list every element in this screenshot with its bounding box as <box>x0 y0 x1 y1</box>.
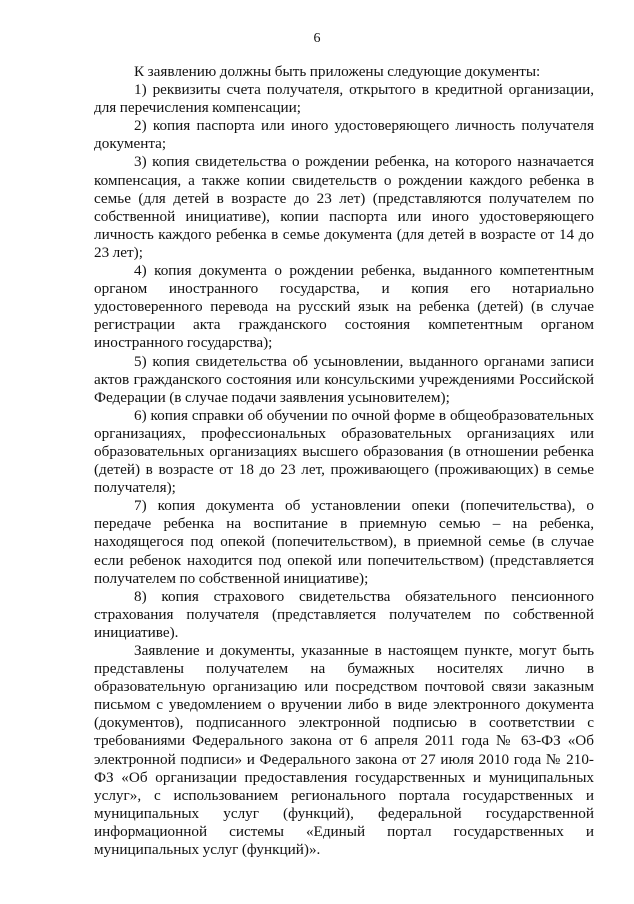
document-body <box>94 63 594 859</box>
documents-intro-paragraph: К заявлению должны быть приложены следующие документы: <box>134 63 541 80</box>
list-item-guardianship-document: 7) копия документа об установлении опеки (попечительства), о передаче ребенка на воспитание в приемную семью – на ребенка, находящегося под опекой (попечительством), в приемной семье (в случае если ребенок находится под опекой или попечительством) (представляется получателем по собственной инициативе); <box>94 497 594 587</box>
list-item-pension-insurance-certificate: 8) копия страхового свидетельства обязательного пенсионного страхования получателя (представляется получателем по собственной инициативе). <box>94 587 594 641</box>
page-number: 6 <box>313 31 321 46</box>
list-item-study-certificate: 6) копия справки об обучении по очной форме в общеобразовательных организациях, профессиональных образовательных организациях или образовательных организациях высшего образования (в отношении ребенка (детей) в возрасте от 18 до 23 лет, проживающего (проживающих) в семье получателя); <box>94 406 594 497</box>
list-item-birth-certificate-copy: 3) копия свидетельства о рождении ребенка, на которого назначается компенсация, а также копии свидетельств о рождении каждого ребенка в семье (для детей в возрасте до 23 лет) (представляются получателем по собственной инициативе), копии паспорта или иного удостоверяющего личность каждого ребенка в семье документа (для детей в возрасте от 14 до 23 лет); <box>94 153 594 261</box>
list-item-passport-copy: 2) копия паспорта или иного удостоверяющего личность получателя документа; <box>94 117 594 153</box>
submission-methods-paragraph: Заявление и документы, указанные в настоящем пункте, могут быть представлены получателем на бумажных носителях лично в образовательную организацию или посредством почтовой связи заказным письмом с уведомлением о вручении либо в виде электронного документа (документов), подписанного электронной подписью в соответствии с требованиями Федерального закона от 6 апреля 2011 года № 63-ФЗ «Об электронной подписи» и Федерального закона от 27 июля 2010 года № 210-ФЗ «Об организации предоставления государственных и муниципальных услуг», с использованием регионального портала государственных и муниципальных услуг (функций), федеральной государственной информационной системы «Единый портал государственных и муниципальных услуг (функций)». <box>94 642 594 859</box>
list-item-bank-details: 1) реквизиты счета получателя, открытого в кредитной организации, для перечисления компенсации; <box>94 81 594 117</box>
list-item-foreign-birth-document: 4) копия документа о рождении ребенка, выданного компетентным органом иностранного государства, и копия его нотариально удостоверенного перевода на русский язык на ребенка (детей) (в случае регистрации акта гражданского состояния компетентным органом иностранного государства); <box>94 262 594 352</box>
list-item-adoption-certificate: 5) копия свидетельства об усыновлении, выданного органами записи актов гражданского состояния или консульскими учреждениями Российской Федерации (в случае подачи заявления усыновителем); <box>94 352 594 406</box>
